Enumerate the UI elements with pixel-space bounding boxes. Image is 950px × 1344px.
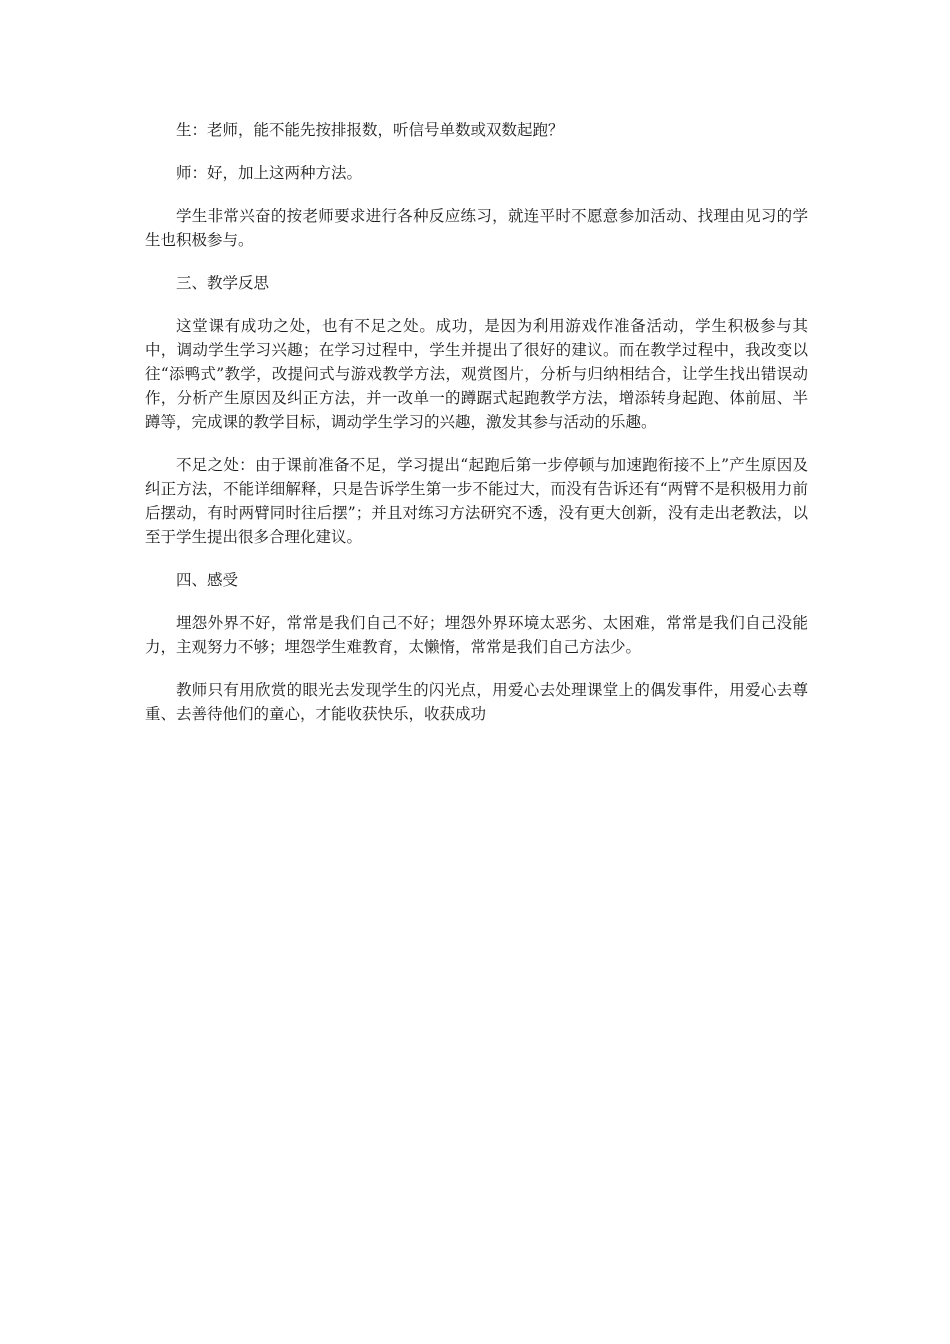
paragraph-shortcomings: 不足之处：由于课前准备不足，学习提出“起跑后第一步停顿与加速跑衔接不上”产生原因及纠正方法，不能详细解释，只是告诉学生第一步不能过大，而没有告诉还有“两臂不是积极用力前后摆动，有时两臂同时往后摆”；并且对练习方法研究不透，没有更大创新，没有走出老教法，以至于学生提出很多合理化建议。 — [145, 456, 808, 546]
section-heading-feelings: 四、感受 — [176, 571, 239, 589]
section-heading-reflection: 三、教学反思 — [176, 274, 270, 292]
document-page — [145, 118, 808, 745]
paragraph-complaints: 埋怨外界不好，常常是我们自己不好；埋怨外界环境太恶劣、太困难，常常是我们自己没能力，主观努力不够；埋怨学生难教育，太懒惰，常常是我们自己方法少。 — [145, 614, 808, 656]
paragraph-student-participation: 学生非常兴奋的按老师要求进行各种反应练习，就连平时不愿意参加活动、找理由见习的学生也积极参与。 — [145, 207, 808, 249]
dialogue-student-question: 生：老师，能不能先按排报数，听信号单数或双数起跑？ — [176, 121, 564, 139]
paragraph-conclusion: 教师只有用欣赏的眼光去发现学生的闪光点，用爱心去处理课堂上的偶发事件，用爱心去尊重、去善待他们的童心，才能收获快乐，收获成功 — [145, 681, 808, 723]
paragraph-success: 这堂课有成功之处，也有不足之处。成功，是因为利用游戏作准备活动，学生积极参与其中，调动学生学习兴趣；在学习过程中，学生并提出了很好的建议。而在教学过程中，我改变以往“添鸭式”教学，改提问式与游戏教学方法，观赏图片，分析与归纳相结合，让学生找出错误动作，分析产生原因及纠正方法，并一改单一的蹲踞式起跑教学方法，增添转身起跑、体前屈、半蹲等，完成课的教学目标，调动学生学习的兴趣，激发其参与活动的乐趣。 — [145, 317, 808, 431]
dialogue-teacher-answer: 师：好，加上这两种方法。 — [176, 164, 363, 182]
